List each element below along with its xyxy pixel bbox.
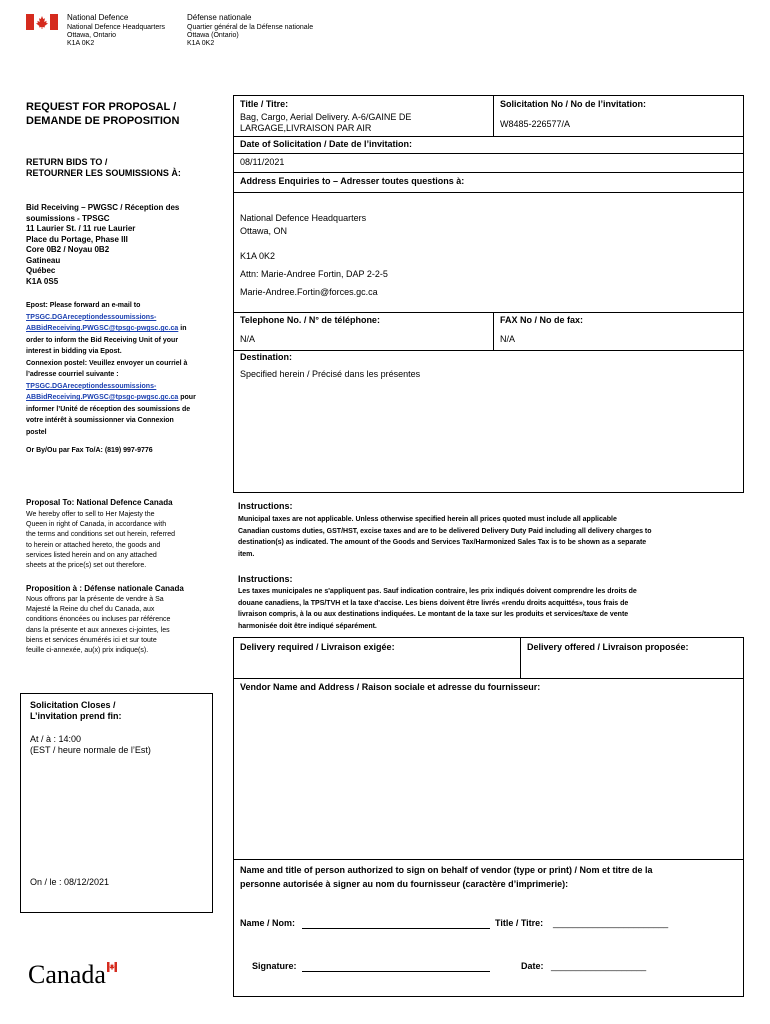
destination-label: Destination:	[240, 352, 293, 362]
enquiries-email: Marie-Andree.Fortin@forces.gc.ca	[240, 287, 378, 297]
telephone-label: Telephone No. / N° de téléphone:	[240, 315, 380, 325]
dept-address-fr: Quartier général de la Défense nationale Ottawa (Ontario) K1A 0K2	[187, 24, 314, 47]
title2-label: Title / Titre:	[495, 918, 544, 928]
instructions-en-body: Municipal taxes are not applicable. Unless otherwise specified herein all prices quoted must include all applicable Canadian customs duties, GST/HST, excise taxes and are to be delivered Delivery Duty Paid including all delivery charges to destination(s) as indicated. The amount of the Goods and Services Tax/Harmonized Sales Tax is to be shown as a separate item.	[238, 516, 652, 558]
name-label: Name / Nom:	[240, 918, 296, 928]
enquiries-address: National Defence Headquarters Ottawa, ON	[240, 213, 367, 236]
enquiries-attn: Attn: Marie-Andree Fortin, DAP 2-2-5	[240, 269, 388, 279]
rfp-title: REQUEST FOR PROPOSAL / DEMANDE DE PROPOSITION	[26, 101, 180, 127]
solicitation-date-label: Date of Solicitation / Date de l’invitation:	[240, 139, 413, 149]
destination-value: Specified herein / Précisé dans les présentes	[240, 369, 421, 379]
proposal-fr-body: Nous offrons par la présente de vendre à Sa Majesté la Reine du chef du Canada, aux conditions énoncées ou incluses par référence dans la présente et aux annexes ci-jointes, les biens et services énumérés ici et sur toute feuille ci-annexée, au(x) prix indique(s).	[26, 596, 171, 655]
title-label: Title / Titre:	[240, 99, 289, 109]
solicitation-date-value: 08/11/2021	[240, 157, 285, 167]
fax-label: FAX No / No de fax:	[500, 315, 584, 325]
dept-name-en: National Defence	[67, 13, 129, 22]
enquiries-postal: K1A 0K2	[240, 251, 276, 261]
epost-email-link[interactable]: TPSGC.DGAreceptiondessoumissions-	[26, 313, 157, 321]
solicitation-no-value: W8485-226577/A	[500, 119, 571, 129]
title2-field[interactable]: _______________________	[553, 918, 669, 928]
solicitation-no-label: Solicitation No / No de l’invitation:	[500, 99, 646, 109]
proposal-en-body: We hereby offer to sell to Her Majesty the Queen in right of Canada, in accordance with the terms and conditions set out herein, referred to herein or attached hereto, the goods and services listed herein and on any attached sheets at the price(s) set out therefore.	[26, 511, 176, 570]
telephone-value: N/A	[240, 334, 256, 344]
solicitation-closes-title: Solicitation Closes / L’invitation prend fin:	[30, 700, 122, 721]
proposal-en-title: Proposal To: National Defence Canada	[26, 498, 173, 507]
canada-wordmark: Canada	[28, 960, 106, 990]
delivery-required-label: Delivery required / Livraison exigée:	[240, 642, 395, 652]
epost-instructions: Epost: Please forward an e-mail to TPSGC.DGAreceptiondessoumissions- ABBidReceiving.PWGSC@tpsgc-pwgsc.gc.ca in order to inform the Bid Receiving Unit of your interest in bidding via Epost. Connexion postel: Veuillez envoyer un courriel à l’adresse courriel suivante : TPSGC.DGAreceptiondessoumissions- ABBidReceiving.PWGSC@tpsgc-pwgsc.gc.ca pour informer l’Unité de réception des soumissions de votre intérêt à soumissionner via Connexion postel	[26, 302, 196, 436]
date2-field[interactable]: ___________________	[551, 961, 647, 971]
connexion-email-link[interactable]: TPSGC.DGAreceptiondessoumissions-	[26, 382, 157, 390]
instructions-fr-title: Instructions:	[238, 574, 293, 584]
instructions-en-title: Instructions:	[238, 501, 293, 511]
enquiries-label: Address Enquiries to – Adresser toutes questions à:	[240, 176, 465, 186]
fax-number-line: Or By/Ou par Fax To/A: (819) 997-9776	[26, 447, 153, 454]
closing-date: On / le : 08/12/2021	[30, 877, 110, 887]
instructions-fr-body: Les taxes municipales ne s'appliquent pas. Sauf indication contraire, les prix indiqués doivent comprendre les droits de douane canadiens, la TPS/TVH et la taxe d'accise. Les biens doivent être livrés «rendu droits acquittés», tous frais de livraison compris, à la ou aux destinations indiquées. Le montant de la taxe sur les produits et services/taxe de vente harmonisée doit être indiqué séparément.	[238, 588, 637, 630]
signature-field[interactable]	[302, 961, 490, 972]
dept-name-fr: Défense nationale	[187, 13, 252, 22]
date2-label: Date:	[521, 961, 544, 971]
signatory-title: Name and title of person authorized to sign on behalf of vendor (type or print) / Nom et titre de la personne autorisée à signer au nom du fournisseur (caractère d’imprimerie):	[240, 865, 653, 889]
bid-receiving-address: Bid Receiving – PWGSC / Réception des soumissions - TPSGC 11 Laurier St. / 11 rue Laurier Place du Portage, Phase III Core 0B2 / Noyau 0B2 Gatineau Québec K1A 0S5	[26, 203, 180, 286]
connexion-email-link-cont[interactable]: ABBidReceiving.PWGSC@tpsgc-pwgsc.gc.ca	[26, 394, 179, 401]
return-bids-heading: RETURN BIDS TO / RETOURNER LES SOUMISSIONS À:	[26, 157, 181, 178]
dept-address-en: National Defence Headquarters Ottawa, Ontario K1A 0K2	[67, 24, 166, 47]
signature-label: Signature:	[252, 961, 297, 971]
delivery-offered-label: Delivery offered / Livraison proposée:	[527, 642, 689, 652]
canada-flag	[26, 14, 58, 30]
closing-time: At / à : 14:00 (EST / heure normale de l’Est)	[30, 734, 151, 755]
epost-email-link-cont[interactable]: ABBidReceiving.PWGSC@tpsgc-pwgsc.gc.ca	[26, 325, 179, 332]
title-value: Bag, Cargo, Aerial Delivery. A-6/GAINE DE LARGAGE,LIVRAISON PAR AIR	[240, 112, 412, 133]
proposal-fr-title: Proposition à : Défense nationale Canada	[26, 584, 184, 593]
name-field[interactable]	[302, 918, 490, 929]
fax-value: N/A	[500, 334, 516, 344]
vendor-name-address-label: Vendor Name and Address / Raison sociale et adresse du fournisseur:	[240, 682, 541, 692]
